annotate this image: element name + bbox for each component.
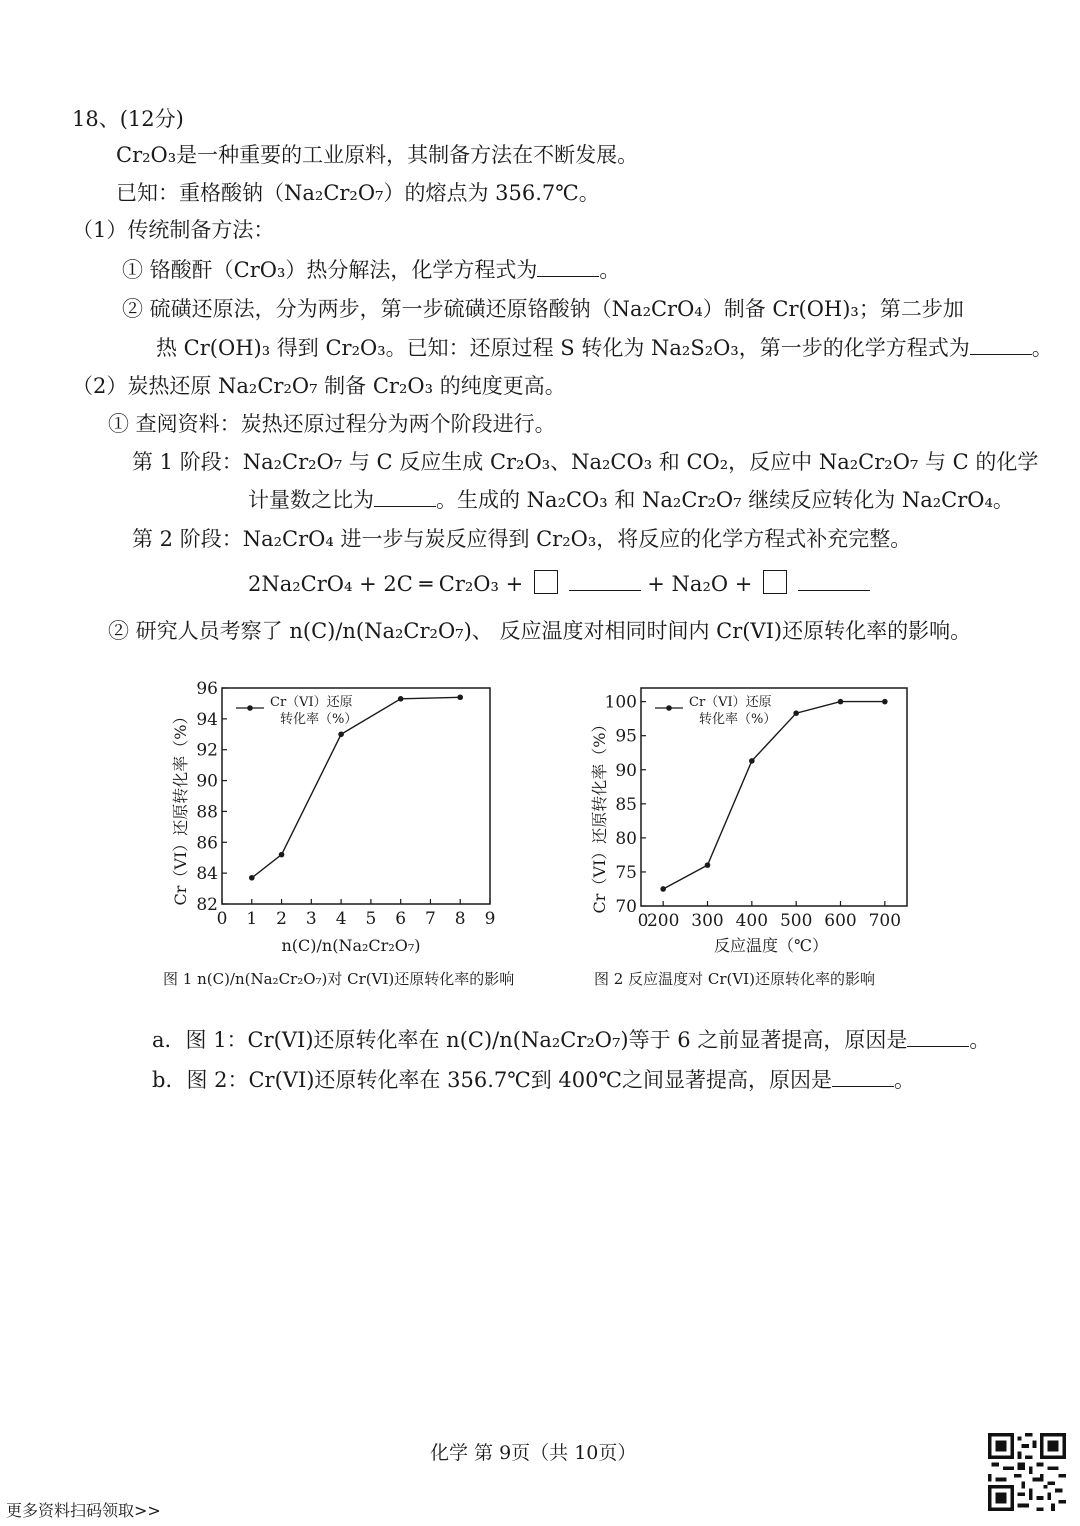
x-tick-label: 9: [484, 909, 496, 929]
legend-label: 转化率（%）: [699, 712, 777, 727]
x-tick-label: 1: [246, 909, 258, 929]
legend-label: Cr（VI）还原: [270, 695, 353, 710]
y-tick-label: 90: [615, 760, 637, 781]
x-tick-label: 4: [335, 909, 347, 929]
sub-question-a-text: a．图 1：Cr(VI)还原转化率在 n(C)/n(Na₂Cr₂O₇)等于 6 之前显著提高，原因是: [152, 1028, 908, 1052]
part1-item1: [122, 255, 620, 285]
known-line: 已知：重格酸钠（Na₂Cr₂O₇）的熔点为 356.7℃。: [116, 181, 600, 205]
intro-line: Cr₂O₃是一种重要的工业原料，其制备方法在不断发展。: [116, 143, 639, 167]
y-tick-label: 94: [196, 709, 218, 730]
x-tick-label: 3: [305, 909, 317, 929]
answer-blank[interactable]: [907, 1028, 969, 1047]
y-tick-label: 90: [196, 771, 218, 792]
scan-prompt[interactable]: 更多资料扫码领取>>: [6, 1501, 161, 1520]
x-tick-label: 500: [779, 911, 813, 931]
y-axis-label: Cr（VI）还原转化率（%）: [171, 708, 190, 906]
stage1-line2-text-b: 。生成的 Na₂CO₃ 和 Na₂Cr₂O₇ 继续反应转化为 Na₂CrO₄。: [436, 488, 1014, 512]
x-tick-label: 5: [365, 909, 377, 929]
equation-left: 2Na₂CrO₄ + 2C ═ Cr₂O₃ +: [248, 572, 524, 596]
part1-item1-end: 。: [599, 258, 621, 282]
data-point: [398, 696, 404, 702]
stage1-line2-text: 计量数之比为: [248, 488, 374, 512]
y-axis-label: Cr（VI）还原转化率（%）: [590, 716, 609, 914]
coefficient-box[interactable]: [534, 570, 558, 594]
y-tick-label: 75: [615, 862, 637, 883]
sub-question-b-text: b．图 2：Cr(VI)还原转化率在 356.7℃到 400℃之间显著提高，原因是: [152, 1068, 832, 1092]
data-point: [705, 862, 711, 868]
y-tick-label: 96: [196, 679, 218, 699]
part1-item2-line2-end: 。: [1031, 336, 1053, 360]
y-tick-label: 86: [196, 833, 218, 854]
stage1-line1: 第 1 阶段：Na₂Cr₂O₇ 与 C 反应生成 Cr₂O₃、Na₂CO₃ 和 CO₂，反应中 Na₂Cr₂O₇ 与 C 的化学: [132, 450, 1039, 474]
legend-marker: [666, 705, 672, 711]
data-point: [793, 710, 799, 716]
qr-code[interactable]: [988, 1433, 1066, 1511]
data-point: [457, 694, 463, 700]
data-point: [838, 699, 844, 705]
y-tick-label: 95: [615, 726, 637, 747]
part1-item2-line2-text: 热 Cr(OH)₃ 得到 Cr₂O₃。已知：还原过程 S 转化为 Na₂S₂O₃，第一步的化学方程式为: [156, 336, 970, 360]
data-point: [338, 731, 344, 737]
series-line: [663, 702, 885, 889]
part1-item1-text: ① 铬酸酐（CrO₃）热分解法，化学方程式为: [122, 258, 538, 282]
coefficient-box[interactable]: [763, 570, 787, 594]
x-tick-label: 700: [868, 911, 902, 931]
part2-title: （2）炭热还原 Na₂Cr₂O₇ 制备 Cr₂O₃ 的纯度更高。: [72, 374, 566, 398]
y-tick-label: 85: [615, 794, 637, 815]
answer-blank[interactable]: [832, 1068, 894, 1087]
x-origin-label: 0: [637, 911, 649, 931]
sub-question-b-end: 。: [893, 1068, 915, 1092]
x-tick-label: 0: [216, 909, 228, 929]
equation-mid: + Na₂O +: [647, 572, 753, 596]
answer-blank[interactable]: [537, 258, 599, 277]
chart-caption-1: 图 1 n(C)/n(Na₂Cr₂O₇)对 Cr(VI)还原转化率的影响: [163, 970, 515, 988]
chart-figure-1: [160, 672, 510, 962]
answer-blank[interactable]: [374, 488, 436, 507]
legend-marker: [247, 705, 253, 711]
x-tick-label: 8: [454, 909, 466, 929]
y-tick-label: 100: [604, 692, 637, 713]
equation: [248, 569, 870, 599]
sub-question-a-end: 。: [969, 1028, 991, 1052]
chart-caption-2: 图 2 反应温度对 Cr(VI)还原转化率的影响: [594, 970, 875, 988]
question-header: 18、(12分): [72, 107, 184, 131]
part1-item2-line2: [156, 333, 1053, 363]
stage1-line2: [248, 485, 1014, 515]
data-point: [660, 886, 666, 892]
page-footer: 化学 第 9页（共 10页）: [430, 1442, 637, 1464]
y-tick-label: 82: [196, 895, 218, 915]
answer-blank[interactable]: [798, 572, 870, 591]
x-axis-label: 反应温度（℃）: [714, 936, 828, 955]
y-tick-label: 88: [196, 802, 218, 823]
part2-item2: ② 研究人员考察了 n(C)/n(Na₂Cr₂O₇)、 反应温度对相同时间内 Cr(VI)还原转化率的影响。: [108, 619, 972, 643]
part1-title: （1）传统制备方法：: [72, 218, 275, 242]
answer-blank[interactable]: [970, 336, 1032, 355]
chart-figure-2: [585, 672, 935, 962]
y-tick-label: 70: [615, 897, 637, 917]
stage2-line: 第 2 阶段：Na₂CrO₄ 进一步与炭反应得到 Cr₂O₃，将反应的化学方程式补充完整。: [132, 527, 912, 551]
x-tick-label: 400: [735, 911, 769, 931]
data-point: [249, 875, 255, 881]
x-tick-label: 600: [824, 911, 857, 931]
x-tick-label: 6: [395, 909, 407, 929]
y-tick-label: 80: [615, 828, 637, 849]
x-tick-label: 7: [425, 909, 436, 929]
x-tick-label: 200: [646, 911, 680, 931]
data-point: [279, 852, 285, 858]
part2-item1: ① 查阅资料：炭热还原过程分为两个阶段进行。: [108, 412, 556, 436]
sub-question-b: [152, 1065, 915, 1095]
legend-label: Cr（VI）还原: [689, 695, 772, 710]
x-axis-label: n(C)/n(Na₂Cr₂O₇): [281, 936, 421, 955]
data-point: [749, 758, 755, 764]
y-tick-label: 84: [196, 864, 218, 885]
x-tick-label: 300: [691, 911, 724, 931]
legend-label: 转化率（%）: [280, 712, 358, 727]
x-tick-label: 2: [276, 909, 287, 929]
part1-item2-line1: ② 硫磺还原法，分为两步，第一步硫磺还原铬酸钠（Na₂CrO₄）制备 Cr(OH)₃；第二步加: [122, 297, 964, 321]
answer-blank[interactable]: [569, 572, 641, 591]
sub-question-a: [152, 1025, 990, 1055]
y-tick-label: 92: [196, 740, 218, 761]
data-point: [882, 699, 888, 705]
